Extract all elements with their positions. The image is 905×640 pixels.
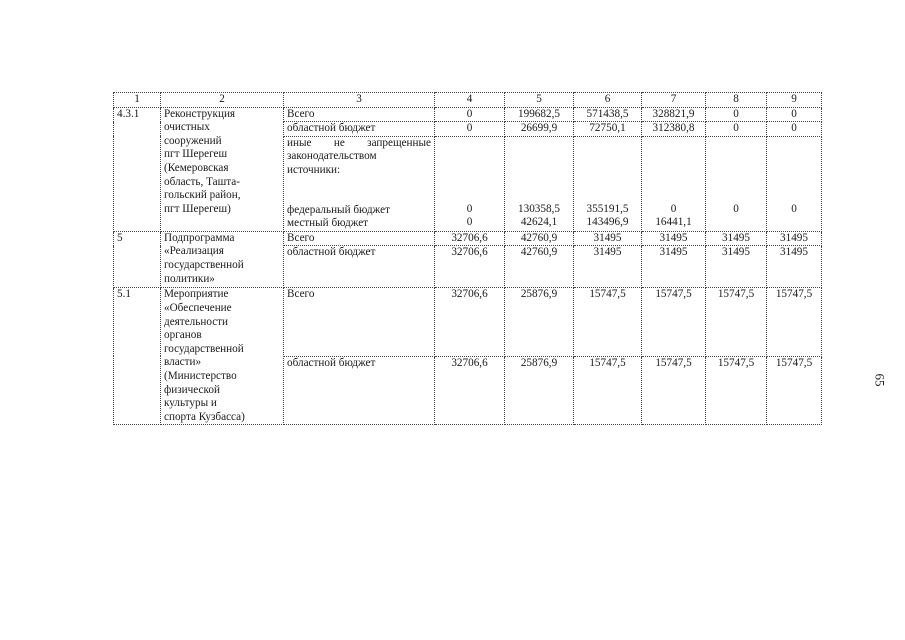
value-cell: 25876,9 [505, 356, 574, 424]
value-cell: 571438,5 [574, 107, 642, 122]
header-cell: 5 [505, 93, 574, 108]
row-code: 5.1 [114, 288, 161, 425]
name-line: Реконструкция [164, 107, 236, 120]
value-cell: 31495 [767, 231, 822, 246]
value-cell: 26699,9 [505, 122, 574, 137]
header-cell: 7 [642, 93, 706, 108]
source-line: иные не запрещенные [287, 136, 431, 149]
name-line: Подпрограмма [164, 231, 235, 244]
value-cell: 32706,6 [435, 356, 505, 424]
source-other [284, 136, 435, 231]
table-row [114, 231, 822, 246]
header-cell: 1 [114, 93, 161, 108]
source-federal: федеральный бюджет [287, 203, 390, 216]
value-cell: 32706,6 [435, 231, 505, 246]
value-cell: 15747,5 [706, 288, 767, 356]
header-cell: 2 [161, 93, 284, 108]
value-cell: 0 16441,1 [642, 136, 706, 231]
value-cell: 32706,6 [435, 246, 505, 288]
source-local: местный бюджет [287, 217, 369, 230]
header-cell: 3 [284, 93, 435, 108]
value-cell: 15747,5 [767, 288, 822, 356]
value-cell: 0 [435, 107, 505, 122]
value-cell: 42760,9 [505, 231, 574, 246]
table-header-row [114, 93, 822, 108]
value-cell: 0 [767, 136, 822, 231]
value-cell: 72750,1 [574, 122, 642, 137]
header-cell: 9 [767, 93, 822, 108]
name-line: государственной [164, 258, 244, 271]
row-code: 5 [114, 231, 161, 288]
value-cell: 0 [706, 122, 767, 137]
name-line: спорта Кузбасса) [164, 410, 245, 423]
name-line: деятельности [164, 315, 229, 328]
value-cell: 32706,6 [435, 288, 505, 356]
name-line: Мероприятие [164, 288, 229, 301]
value-cell: 0 [435, 122, 505, 137]
name-line: гольский район, [164, 189, 241, 202]
name-line: органов [164, 329, 202, 342]
source-line: источники: [287, 163, 341, 176]
name-line: очистных [164, 121, 210, 134]
value-cell: 15747,5 [574, 288, 642, 356]
value-cell: 15747,5 [574, 356, 642, 424]
value-cell: 25876,9 [505, 288, 574, 356]
name-line: политики» [164, 272, 215, 285]
name-line: (Кемеровская [164, 161, 229, 174]
value-cell: 328821,9 [642, 107, 706, 122]
name-line: «Обеспечение [164, 301, 232, 314]
value-cell: 15747,5 [642, 356, 706, 424]
name-line: власти» [164, 356, 202, 369]
value-cell: 0 [767, 122, 822, 137]
value-cell: 31495 [706, 246, 767, 288]
source-total: Всего [284, 107, 435, 122]
value-cell: 0 0 [435, 136, 505, 231]
value-cell: 31495 [574, 246, 642, 288]
row-name [161, 107, 284, 231]
source-total: Всего [284, 231, 435, 246]
value-cell: 31495 [642, 246, 706, 288]
table-row [114, 288, 822, 356]
value-cell: 130358,5 42624,1 [505, 136, 574, 231]
name-line: культуры и [164, 397, 217, 410]
name-line: область, Ташта- [164, 175, 240, 188]
value-cell: 42760,9 [505, 246, 574, 288]
source-line: законодательством [287, 150, 377, 163]
source-total: Всего [284, 288, 435, 356]
value-cell: 15747,5 [642, 288, 706, 356]
value-cell: 31495 [642, 231, 706, 246]
value-cell: 199682,5 [505, 107, 574, 122]
name-line: сооружений [164, 134, 222, 147]
budget-table [113, 92, 822, 425]
row-name [161, 231, 284, 288]
value-cell: 31495 [574, 231, 642, 246]
name-line: «Реализация [164, 245, 224, 258]
row-code: 4.3.1 [114, 107, 161, 231]
source-regional: областной бюджет [284, 246, 435, 288]
name-line: (Министерство [164, 369, 237, 382]
table-row [114, 107, 822, 122]
source-regional: областной бюджет [284, 122, 435, 137]
value-cell: 355191,5 143496,9 [574, 136, 642, 231]
value-cell: 0 [706, 136, 767, 231]
value-cell: 31495 [767, 246, 822, 288]
name-line: государственной [164, 342, 244, 355]
value-cell: 31495 [706, 231, 767, 246]
header-cell: 8 [706, 93, 767, 108]
value-cell: 15747,5 [767, 356, 822, 424]
name-line: физической [164, 383, 220, 396]
name-line: пгт Шерегеш) [164, 202, 231, 215]
value-cell: 312380,8 [642, 122, 706, 137]
name-line: пгт Шерегеш [164, 148, 228, 161]
header-cell: 6 [574, 93, 642, 108]
value-cell: 0 [767, 107, 822, 122]
page-number: 65 [872, 373, 888, 387]
source-regional: областной бюджет [284, 356, 435, 424]
header-cell: 4 [435, 93, 505, 108]
value-cell: 0 [706, 107, 767, 122]
value-cell: 15747,5 [706, 356, 767, 424]
row-name [161, 288, 284, 425]
